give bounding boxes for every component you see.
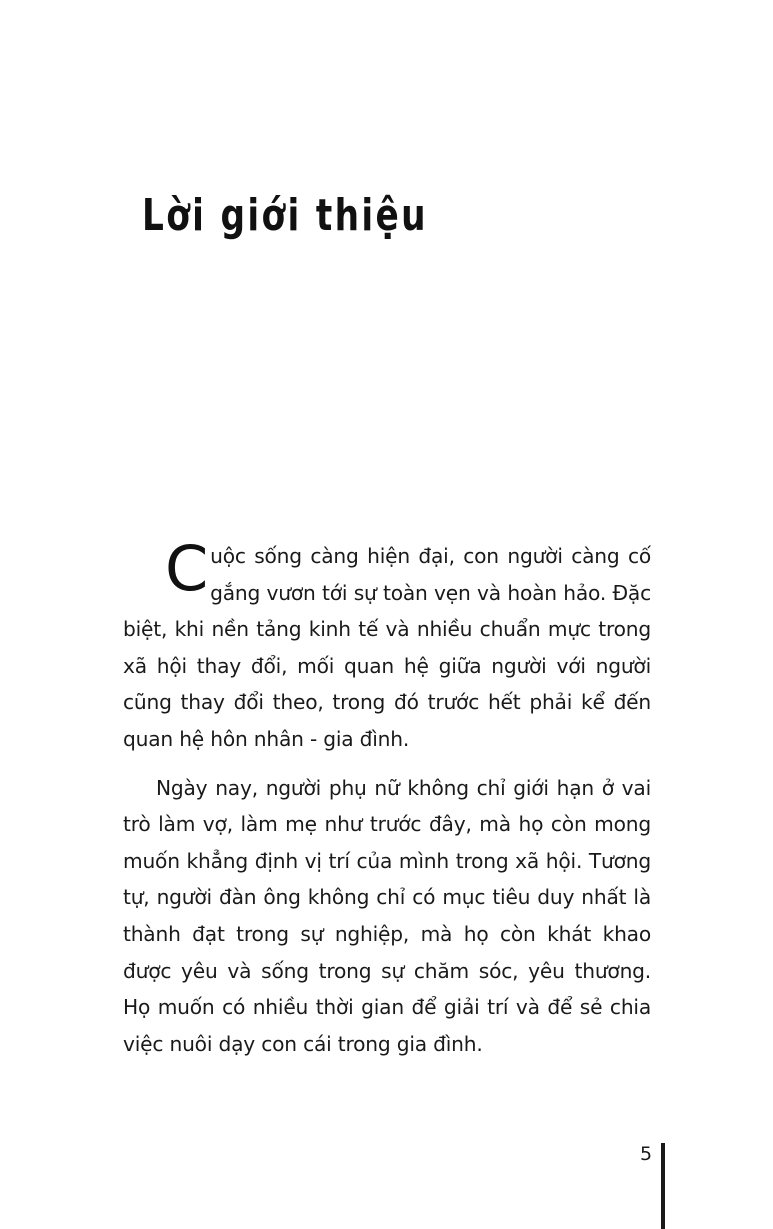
- drop-cap: C: [165, 532, 209, 605]
- paragraph-1: [123, 532, 651, 758]
- page-number: 5: [640, 1143, 653, 1165]
- paragraph-1-text: uộc sống càng hiện đại, con người càng cố gắng vươn tới sự toàn vẹn và hoàn hảo. Đặc biệt, khi nền tảng kinh tế và nhiều chuẩn mực trong xã hội thay đổi, mối quan hệ giữa người với người cũng thay đổi theo, trong đó trước hết phải kể đến quan hệ hôn nhân - gia đình.: [123, 544, 651, 751]
- body-text: [123, 532, 651, 1062]
- page-edge-bar: [661, 1143, 665, 1229]
- chapter-title: Lời giới thiệu: [142, 190, 428, 241]
- paragraph-2: Ngày nay, người phụ nữ không chỉ giới hạn ở vai trò làm vợ, làm mẹ như trước đây, mà họ còn mong muốn khẳng định vị trí của mình trong xã hội. Tương tự, người đàn ông không chỉ có mục tiêu duy nhất là thành đạt trong sự nghiệp, mà họ còn khát khao được yêu và sống trong sự chăm sóc, yêu thương. Họ muốn có nhiều thời gian để giải trí và để sẻ chia việc nuôi dạy con cái trong gia đình.: [123, 775, 651, 1056]
